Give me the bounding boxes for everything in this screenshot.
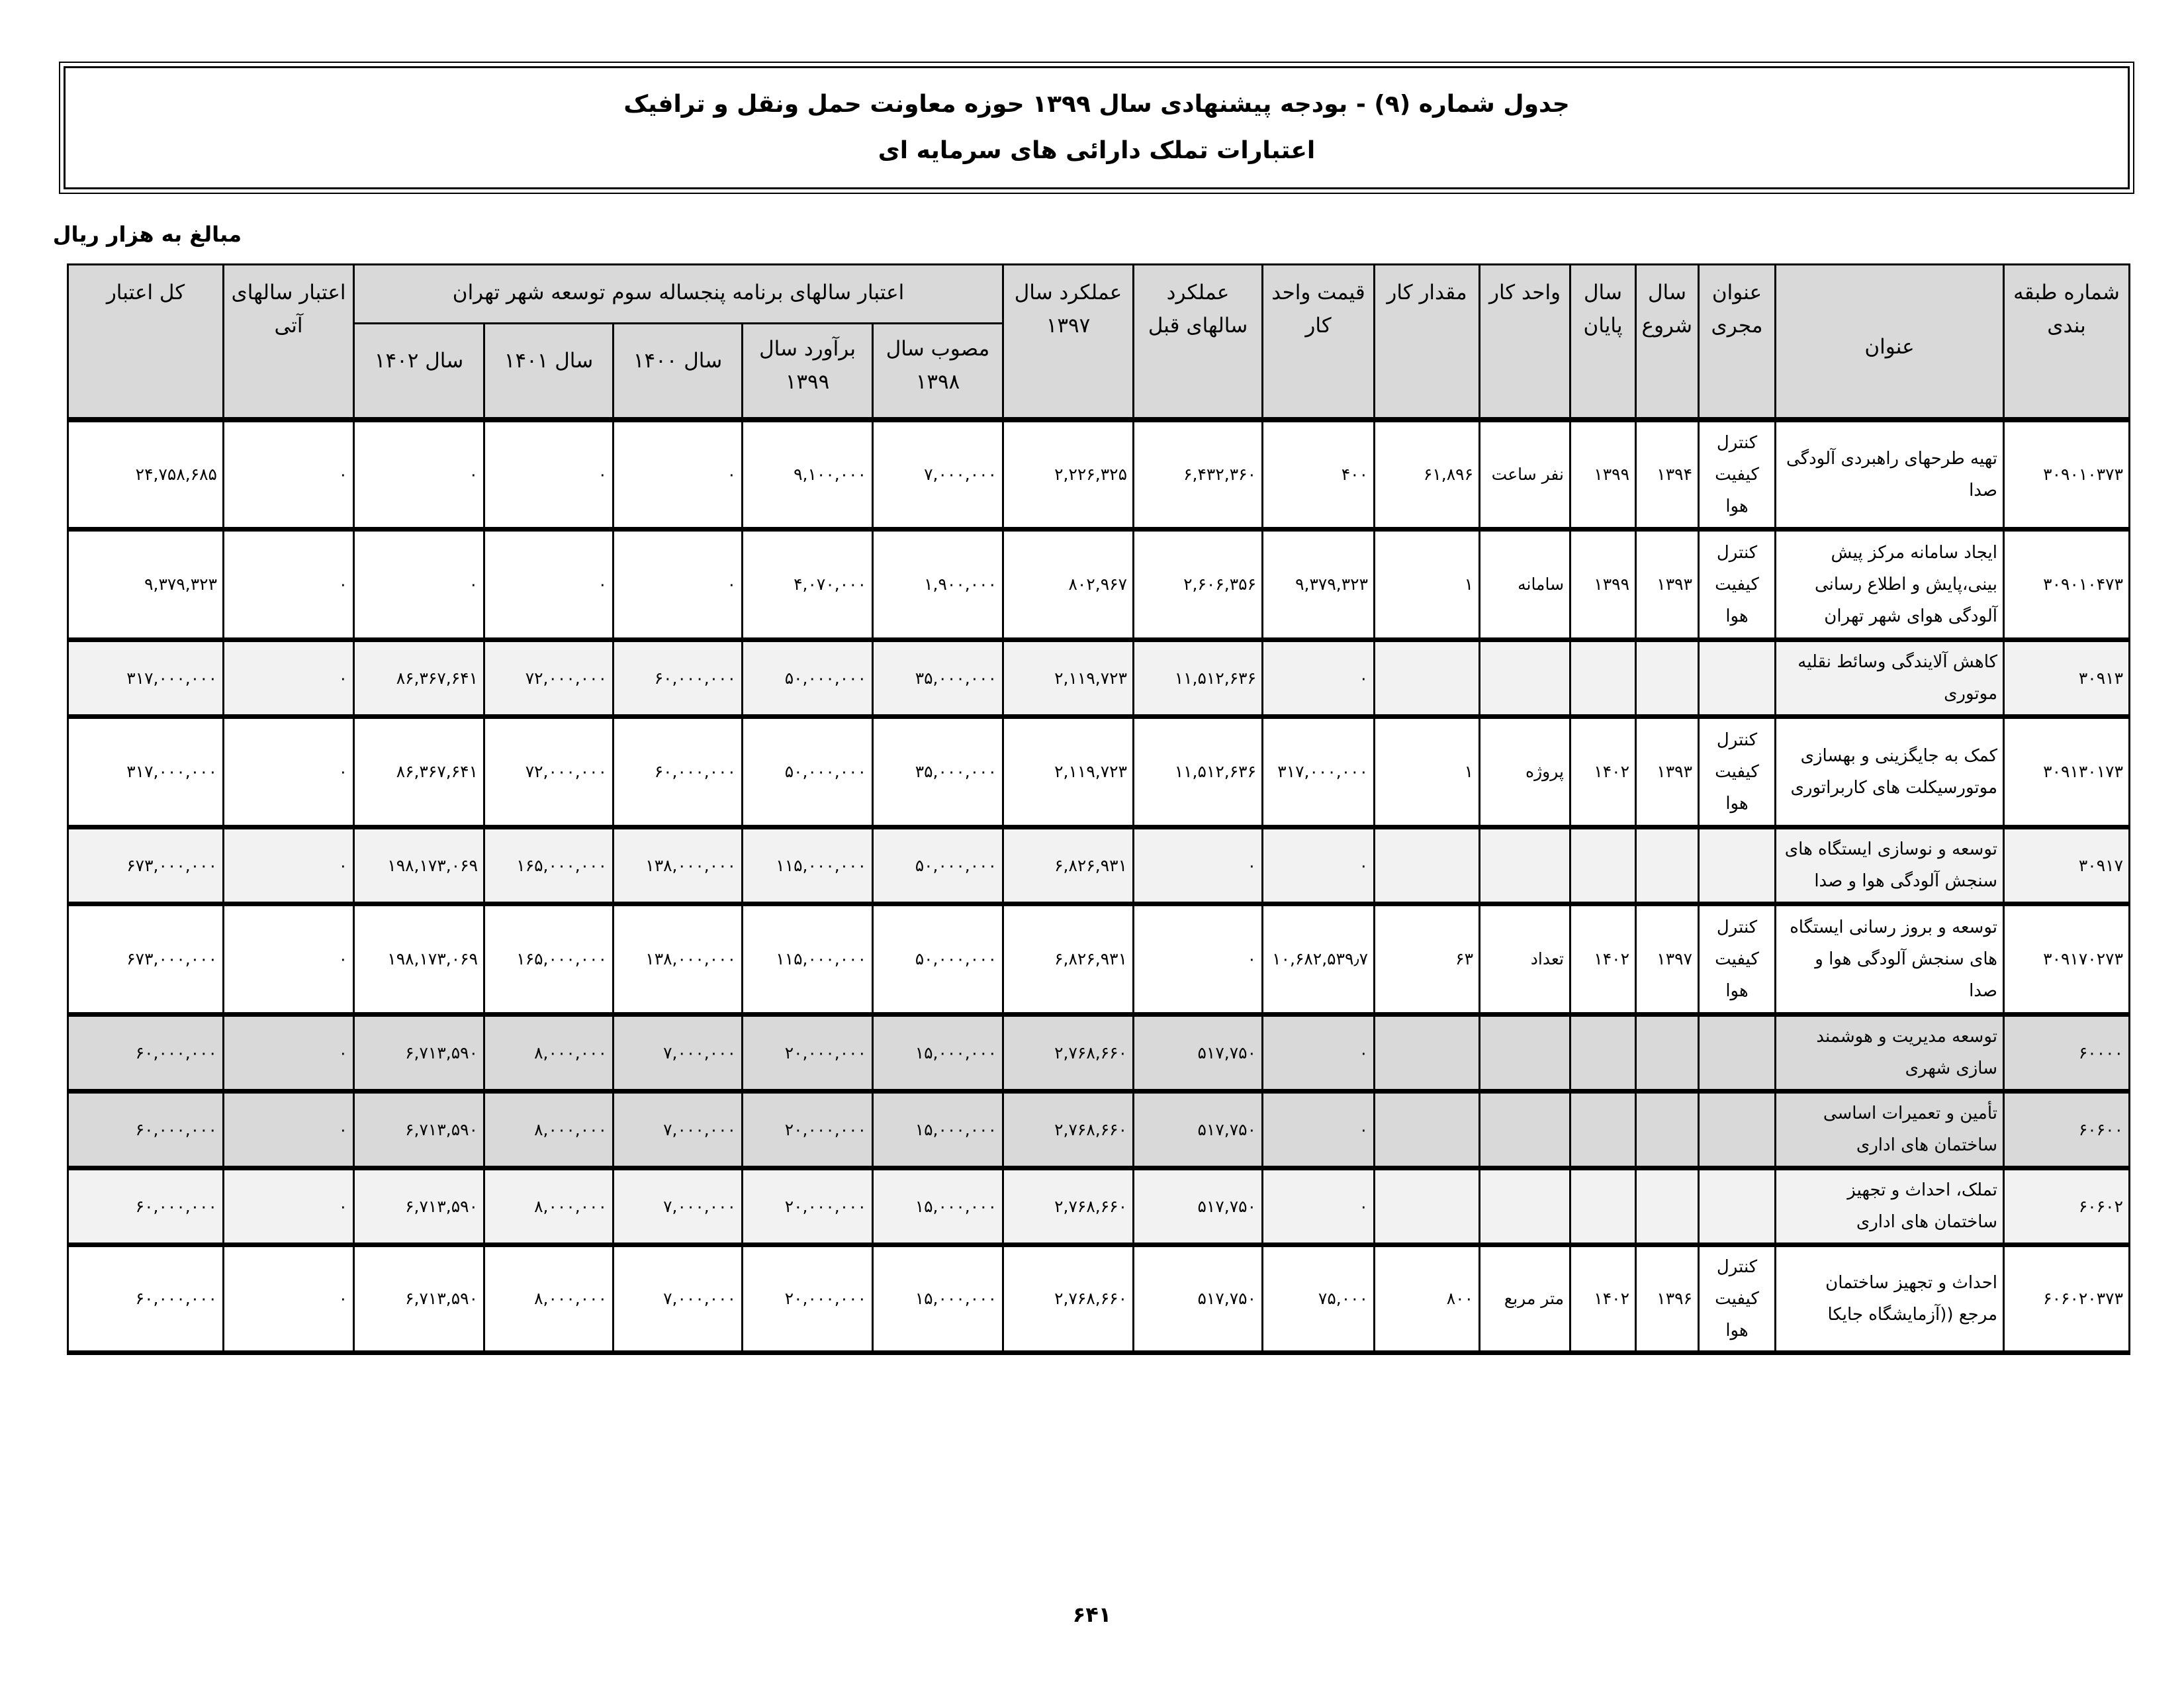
cell-year-1402: ۸۶,۳۶۷,۶۴۱ [354, 716, 484, 827]
cell-start-year: ۱۳۹۴ [1636, 420, 1699, 529]
header-future: اعتبار سالهای آتی [224, 265, 354, 420]
document-subtitle: اعتبارات تملک دارائی های سرمایه ای [878, 137, 1316, 164]
units-note: مبالغ به هزار ریال [52, 222, 242, 247]
cell-future: ۰ [224, 420, 354, 529]
cell-estimate-1399: ۹,۱۰۰,۰۰۰ [743, 420, 873, 529]
table-row [68, 904, 2130, 1014]
cell-start-year [1636, 827, 1699, 904]
cell-year-1401: ۰ [484, 529, 614, 639]
cell-end-year [1570, 1091, 1636, 1168]
cell-future: ۰ [224, 1091, 354, 1168]
header-approved-1398: مصوب سال ۱۳۹۸ [873, 324, 1003, 420]
table-row [68, 420, 2130, 529]
cell-year-1402: ۶,۷۱۳,۵۹۰ [354, 1168, 484, 1244]
cell-unit: متر مربع [1480, 1244, 1570, 1352]
cell-end-year: ۱۴۰۲ [1570, 716, 1636, 827]
cell-code: ۳۰۹۱۳۰۱۷۳ [2004, 716, 2130, 827]
header-estimate-1399: برآورد سال ۱۳۹۹ [743, 324, 873, 420]
cell-performance-1397: ۲,۲۲۶,۳۲۵ [1003, 420, 1134, 529]
cell-year-1400: ۶۰,۰۰۰,۰۰۰ [614, 716, 743, 827]
cell-unit-price: ۱۰,۶۸۲,۵۳۹٫۷ [1263, 904, 1375, 1014]
cell-performance-1397: ۲,۱۱۹,۷۲۳ [1003, 716, 1134, 827]
cell-year-1401: ۱۶۵,۰۰۰,۰۰۰ [484, 904, 614, 1014]
cell-code: ۶۰۶۰۰ [2004, 1091, 2130, 1168]
cell-title: ایجاد سامانه مرکز پیش بینی،پایش و اطلاع رسانی آلودگی هوای شهر تهران [1776, 529, 2004, 639]
cell-title: توسعه مدیریت و هوشمند سازی شهری [1776, 1014, 2004, 1091]
table-row [68, 716, 2130, 827]
cell-code: ۶۰۰۰۰ [2004, 1014, 2130, 1091]
cell-unit-price: ۳۱۷,۰۰۰,۰۰۰ [1263, 716, 1375, 827]
table-row [68, 529, 2130, 639]
cell-approved-1398: ۱۵,۰۰۰,۰۰۰ [873, 1014, 1003, 1091]
cell-future: ۰ [224, 1244, 354, 1352]
header-year-1400: سال ۱۴۰۰ [614, 324, 743, 420]
cell-unit: تعداد [1480, 904, 1570, 1014]
cell-executor: کنترل کیفیت هوا [1699, 716, 1776, 827]
cell-future: ۰ [224, 1014, 354, 1091]
cell-estimate-1399: ۲۰,۰۰۰,۰۰۰ [743, 1244, 873, 1352]
table-row [68, 1014, 2130, 1091]
cell-future: ۰ [224, 639, 354, 716]
table-row [68, 1168, 2130, 1244]
cell-total: ۳۱۷,۰۰۰,۰۰۰ [68, 716, 224, 827]
page-number: ۶۴۱ [1072, 1602, 1112, 1627]
cell-end-year: ۱۴۰۲ [1570, 1244, 1636, 1352]
cell-approved-1398: ۵۰,۰۰۰,۰۰۰ [873, 827, 1003, 904]
cell-end-year [1570, 827, 1636, 904]
cell-year-1402: ۰ [354, 420, 484, 529]
header-year-1402: سال ۱۴۰۲ [354, 324, 484, 420]
cell-unit [1480, 1168, 1570, 1244]
cell-performance-1397: ۶,۸۲۶,۹۳۱ [1003, 904, 1134, 1014]
cell-executor [1699, 827, 1776, 904]
cell-title: توسعه و نوسازی ایستگاه های سنجش آلودگی هوا و صدا [1776, 827, 2004, 904]
cell-unit-price: ۰ [1263, 1091, 1375, 1168]
cell-year-1400: ۷,۰۰۰,۰۰۰ [614, 1244, 743, 1352]
cell-year-1402: ۱۹۸,۱۷۳,۰۶۹ [354, 904, 484, 1014]
cell-title: کاهش آلایندگی وسائط نقلیه موتوری [1776, 639, 2004, 716]
header-plan-group: اعتبار سالهای برنامه پنجساله سوم توسعه شهر تهران [354, 265, 1003, 324]
cell-prev-performance: ۱۱,۵۱۲,۶۳۶ [1134, 716, 1263, 827]
cell-approved-1398: ۱۵,۰۰۰,۰۰۰ [873, 1168, 1003, 1244]
cell-year-1401: ۸,۰۰۰,۰۰۰ [484, 1244, 614, 1352]
cell-performance-1397: ۲,۷۶۸,۶۶۰ [1003, 1014, 1134, 1091]
cell-prev-performance: ۰ [1134, 904, 1263, 1014]
cell-code: ۶۰۶۰۲۰۳۷۳ [2004, 1244, 2130, 1352]
cell-start-year: ۱۳۹۷ [1636, 904, 1699, 1014]
cell-executor: کنترل کیفیت هوا [1699, 904, 1776, 1014]
cell-performance-1397: ۲,۷۶۸,۶۶۰ [1003, 1244, 1134, 1352]
cell-future: ۰ [224, 529, 354, 639]
cell-code: ۳۰۹۱۳ [2004, 639, 2130, 716]
cell-year-1402: ۶,۷۱۳,۵۹۰ [354, 1014, 484, 1091]
cell-prev-performance: ۵۱۷,۷۵۰ [1134, 1168, 1263, 1244]
cell-quantity: ۱ [1375, 529, 1480, 639]
header-unit: واحد کار [1480, 265, 1570, 420]
cell-quantity: ۶۳ [1375, 904, 1480, 1014]
table-body [68, 420, 2130, 1352]
cell-unit-price: ۹,۳۷۹,۳۲۳ [1263, 529, 1375, 639]
cell-future: ۰ [224, 904, 354, 1014]
cell-quantity [1375, 1014, 1480, 1091]
cell-prev-performance: ۱۱,۵۱۲,۶۳۶ [1134, 639, 1263, 716]
cell-title: تأمین و تعمیرات اساسی ساختمان های اداری [1776, 1091, 2004, 1168]
cell-estimate-1399: ۵۰,۰۰۰,۰۰۰ [743, 716, 873, 827]
cell-code: ۳۰۹۰۱۰۴۷۳ [2004, 529, 2130, 639]
cell-unit: پروژه [1480, 716, 1570, 827]
header-executor: عنوان مجری [1699, 265, 1776, 420]
cell-executor [1699, 1091, 1776, 1168]
cell-total: ۶۷۳,۰۰۰,۰۰۰ [68, 904, 224, 1014]
cell-year-1400: ۶۰,۰۰۰,۰۰۰ [614, 639, 743, 716]
cell-start-year: ۱۳۹۶ [1636, 1244, 1699, 1352]
cell-quantity: ۸۰۰ [1375, 1244, 1480, 1352]
cell-code: ۶۰۶۰۲ [2004, 1168, 2130, 1244]
cell-estimate-1399: ۲۰,۰۰۰,۰۰۰ [743, 1168, 873, 1244]
document-title: جدول شماره (۹) - بودجه پیشنهادی سال ۱۳۹۹ حوزه معاونت حمل ونقل و ترافیک [623, 91, 1570, 118]
header-year-1401: سال ۱۴۰۱ [484, 324, 614, 420]
cell-title: احداث و تجهیز ساختمان مرجع ((آزمایشگاه جایکا [1776, 1244, 2004, 1352]
cell-total: ۶۰,۰۰۰,۰۰۰ [68, 1014, 224, 1091]
cell-quantity: ۶۱,۸۹۶ [1375, 420, 1480, 529]
cell-unit-price: ۰ [1263, 827, 1375, 904]
cell-year-1402: ۱۹۸,۱۷۳,۰۶۹ [354, 827, 484, 904]
cell-year-1401: ۷۲,۰۰۰,۰۰۰ [484, 716, 614, 827]
cell-end-year: ۱۳۹۹ [1570, 529, 1636, 639]
header-performance-1397: عملکرد سال ۱۳۹۷ [1003, 265, 1134, 420]
cell-end-year [1570, 1014, 1636, 1091]
header-start-year: سال شروع [1636, 265, 1699, 420]
cell-total: ۶۷۳,۰۰۰,۰۰۰ [68, 827, 224, 904]
table-row [68, 1244, 2130, 1352]
cell-total: ۶۰,۰۰۰,۰۰۰ [68, 1168, 224, 1244]
cell-code: ۳۰۹۰۱۰۳۷۳ [2004, 420, 2130, 529]
cell-end-year: ۱۴۰۲ [1570, 904, 1636, 1014]
cell-performance-1397: ۸۰۲,۹۶۷ [1003, 529, 1134, 639]
cell-future: ۰ [224, 716, 354, 827]
cell-year-1400: ۷,۰۰۰,۰۰۰ [614, 1091, 743, 1168]
cell-estimate-1399: ۱۱۵,۰۰۰,۰۰۰ [743, 904, 873, 1014]
cell-unit-price: ۰ [1263, 1014, 1375, 1091]
cell-quantity: ۱ [1375, 716, 1480, 827]
cell-start-year [1636, 639, 1699, 716]
header-unit-price: قیمت واحد کار [1263, 265, 1375, 420]
cell-title: تملک، احداث و تجهیز ساختمان های اداری [1776, 1168, 2004, 1244]
cell-end-year: ۱۳۹۹ [1570, 420, 1636, 529]
cell-executor: کنترل کیفیت هوا [1699, 1244, 1776, 1352]
cell-performance-1397: ۶,۸۲۶,۹۳۱ [1003, 827, 1134, 904]
header-quantity: مقدار کار [1375, 265, 1480, 420]
cell-start-year: ۱۳۹۳ [1636, 716, 1699, 827]
header-total: کل اعتبار [68, 265, 224, 420]
cell-unit-price: ۴۰۰ [1263, 420, 1375, 529]
header-prev-performance: عملکرد سالهای قبل [1134, 265, 1263, 420]
cell-future: ۰ [224, 827, 354, 904]
cell-total: ۶۰,۰۰۰,۰۰۰ [68, 1091, 224, 1168]
cell-year-1402: ۸۶,۳۶۷,۶۴۱ [354, 639, 484, 716]
cell-unit-price: ۰ [1263, 639, 1375, 716]
cell-approved-1398: ۳۵,۰۰۰,۰۰۰ [873, 639, 1003, 716]
table-header [68, 265, 2130, 420]
cell-estimate-1399: ۱۱۵,۰۰۰,۰۰۰ [743, 827, 873, 904]
cell-title: کمک به جایگزینی و بهسازی موتورسیکلت های کاربراتوری [1776, 716, 2004, 827]
cell-start-year: ۱۳۹۳ [1636, 529, 1699, 639]
table-row [68, 1091, 2130, 1168]
table-row [68, 639, 2130, 716]
cell-title: توسعه و بروز رسانی ایستگاه های سنجش آلودگی هوا و صدا [1776, 904, 2004, 1014]
header-end-year: سال پایان [1570, 265, 1636, 420]
cell-executor [1699, 1168, 1776, 1244]
cell-year-1401: ۸,۰۰۰,۰۰۰ [484, 1168, 614, 1244]
table-row [68, 827, 2130, 904]
cell-year-1400: ۷,۰۰۰,۰۰۰ [614, 1168, 743, 1244]
cell-total: ۹,۳۷۹,۳۲۳ [68, 529, 224, 639]
cell-prev-performance: ۵۱۷,۷۵۰ [1134, 1014, 1263, 1091]
cell-approved-1398: ۱۵,۰۰۰,۰۰۰ [873, 1091, 1003, 1168]
cell-approved-1398: ۷,۰۰۰,۰۰۰ [873, 420, 1003, 529]
cell-quantity [1375, 639, 1480, 716]
cell-year-1401: ۰ [484, 420, 614, 529]
cell-year-1402: ۰ [354, 529, 484, 639]
cell-prev-performance: ۵۱۷,۷۵۰ [1134, 1244, 1263, 1352]
cell-prev-performance: ۶,۴۳۲,۳۶۰ [1134, 420, 1263, 529]
header-code: شماره طبقه بندی [2004, 265, 2130, 420]
budget-table [67, 263, 2130, 1355]
cell-year-1401: ۸,۰۰۰,۰۰۰ [484, 1091, 614, 1168]
cell-unit [1480, 639, 1570, 716]
cell-executor [1699, 1014, 1776, 1091]
cell-total: ۲۴,۷۵۸,۶۸۵ [68, 420, 224, 529]
cell-executor [1699, 639, 1776, 716]
document-title-box [64, 66, 2130, 189]
cell-performance-1397: ۲,۷۶۸,۶۶۰ [1003, 1168, 1134, 1244]
cell-estimate-1399: ۲۰,۰۰۰,۰۰۰ [743, 1091, 873, 1168]
cell-prev-performance: ۰ [1134, 827, 1263, 904]
cell-executor: کنترل کیفیت هوا [1699, 420, 1776, 529]
cell-end-year [1570, 639, 1636, 716]
cell-year-1400: ۷,۰۰۰,۰۰۰ [614, 1014, 743, 1091]
cell-year-1400: ۰ [614, 420, 743, 529]
cell-unit [1480, 1091, 1570, 1168]
cell-total: ۶۰,۰۰۰,۰۰۰ [68, 1244, 224, 1352]
cell-future: ۰ [224, 1168, 354, 1244]
cell-year-1402: ۶,۷۱۳,۵۹۰ [354, 1244, 484, 1352]
cell-end-year [1570, 1168, 1636, 1244]
cell-total: ۳۱۷,۰۰۰,۰۰۰ [68, 639, 224, 716]
cell-year-1401: ۸,۰۰۰,۰۰۰ [484, 1014, 614, 1091]
cell-quantity [1375, 1091, 1480, 1168]
cell-estimate-1399: ۲۰,۰۰۰,۰۰۰ [743, 1014, 873, 1091]
cell-prev-performance: ۲,۶۰۶,۳۵۶ [1134, 529, 1263, 639]
cell-approved-1398: ۱۵,۰۰۰,۰۰۰ [873, 1244, 1003, 1352]
cell-title: تهیه طرحهای راهبردی آلودگی صدا [1776, 420, 2004, 529]
cell-year-1400: ۱۳۸,۰۰۰,۰۰۰ [614, 904, 743, 1014]
cell-year-1400: ۰ [614, 529, 743, 639]
cell-code: ۳۰۹۱۷۰۲۷۳ [2004, 904, 2130, 1014]
cell-year-1402: ۶,۷۱۳,۵۹۰ [354, 1091, 484, 1168]
cell-unit-price: ۷۵,۰۰۰ [1263, 1244, 1375, 1352]
cell-unit: سامانه [1480, 529, 1570, 639]
cell-unit [1480, 1014, 1570, 1091]
cell-start-year [1636, 1168, 1699, 1244]
cell-unit [1480, 827, 1570, 904]
cell-year-1400: ۱۳۸,۰۰۰,۰۰۰ [614, 827, 743, 904]
header-title: عنوان [1776, 265, 2004, 420]
cell-estimate-1399: ۴,۰۷۰,۰۰۰ [743, 529, 873, 639]
cell-approved-1398: ۱,۹۰۰,۰۰۰ [873, 529, 1003, 639]
cell-estimate-1399: ۵۰,۰۰۰,۰۰۰ [743, 639, 873, 716]
cell-quantity [1375, 1168, 1480, 1244]
cell-approved-1398: ۵۰,۰۰۰,۰۰۰ [873, 904, 1003, 1014]
cell-start-year [1636, 1014, 1699, 1091]
cell-start-year [1636, 1091, 1699, 1168]
cell-unit: نفر ساعت [1480, 420, 1570, 529]
cell-prev-performance: ۵۱۷,۷۵۰ [1134, 1091, 1263, 1168]
cell-year-1401: ۱۶۵,۰۰۰,۰۰۰ [484, 827, 614, 904]
cell-code: ۳۰۹۱۷ [2004, 827, 2130, 904]
cell-performance-1397: ۲,۱۱۹,۷۲۳ [1003, 639, 1134, 716]
cell-performance-1397: ۲,۷۶۸,۶۶۰ [1003, 1091, 1134, 1168]
cell-quantity [1375, 827, 1480, 904]
cell-approved-1398: ۳۵,۰۰۰,۰۰۰ [873, 716, 1003, 827]
cell-year-1401: ۷۲,۰۰۰,۰۰۰ [484, 639, 614, 716]
cell-unit-price: ۰ [1263, 1168, 1375, 1244]
cell-executor: کنترل کیفیت هوا [1699, 529, 1776, 639]
